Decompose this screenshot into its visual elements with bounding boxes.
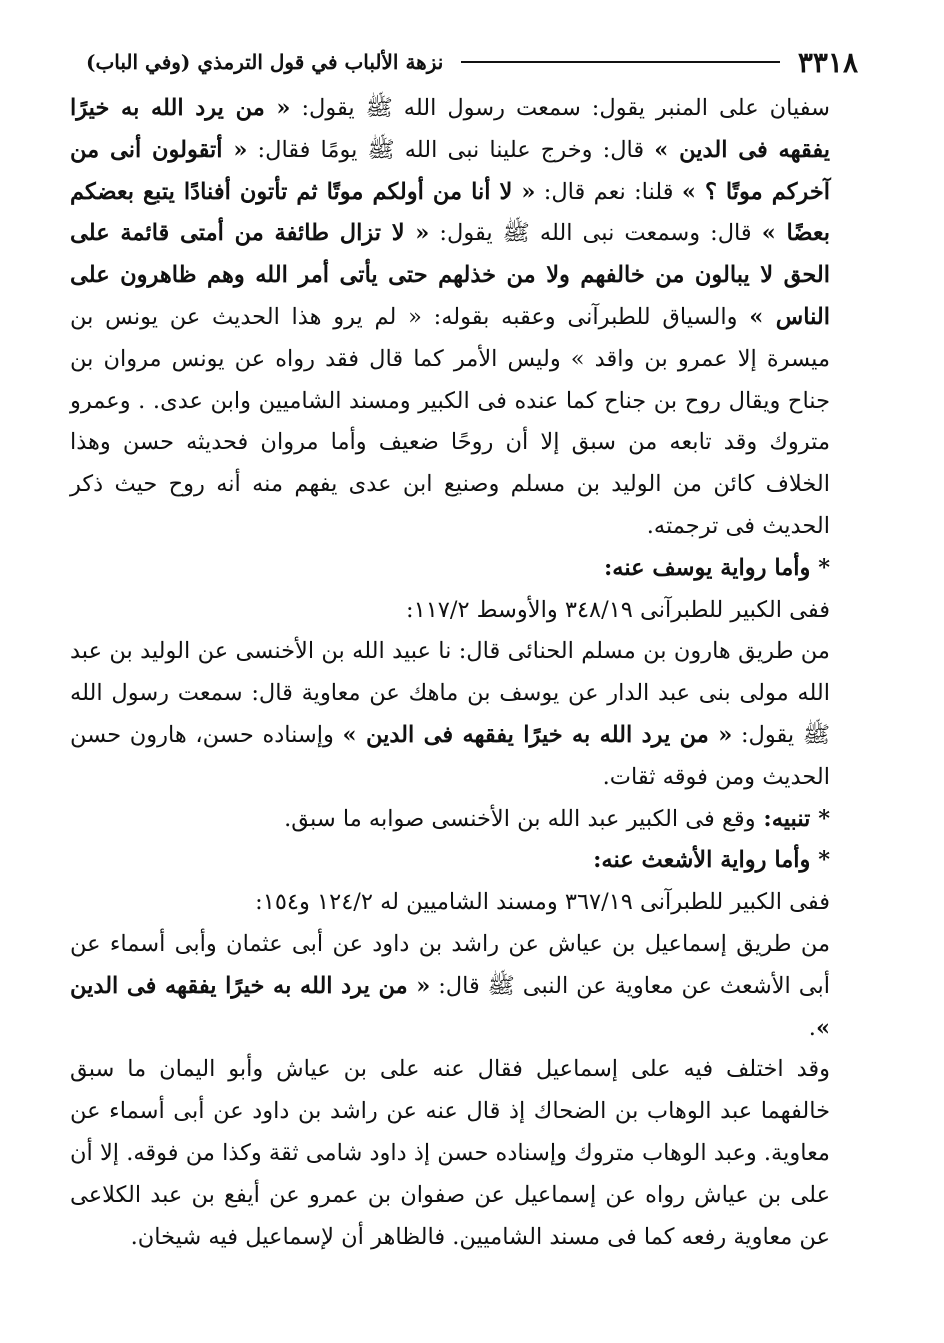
text-paragraph [70,924,860,1049]
header-rule [461,61,780,63]
emphasized-text: « من يرد الله به خيرًا يفقهه فى الدين » [342,721,733,748]
emphasized-text: « من يرد الله به خيرًا يفقهه فى الدين » [70,95,830,163]
text-segment: من طريق إسماعيل بن عياش عن راشد بن داود عن أبى عثمان وأبى أسماء عن أبى الأشعث عن معاوية عن النبى ﷺ قال: [70,930,830,999]
emphasized-text: « لا أنا من أولكم موتًا ثم تأتون أفنادًا يتبع بعضكم بعضًا » [70,178,830,247]
section-heading [70,548,860,590]
text-segment: . [808,1014,816,1041]
emphasized-text: « من يرد الله به خيرًا يفقهه فى الدين » [70,972,830,1041]
emphasized-text: * وأما رواية يوسف عنه: [603,554,830,581]
text-segment: وإسناده حسن، هارون حسن الحديث ومن فوقه ثقات. [70,721,830,790]
text-segment: والسياق للطبرآنى وعقبه بقوله: « لم يرو هذا الحديث عن يونس بن ميسرة إلا عمرو بن واقد » وليس الأمر كما قال فقد رواه عن يونس مروان بن جناح ويقال روح بن جناح كما عنده فى الكبير ومسند الشاميين وابن عدى. . وعمرو متروك وقد تابعه من سبق إلا أن روحًا ضعيف وأما مروان فحديثه حسن وهذا الخلاف كائن من الوليد بن مسلم وصنيع ابن عدى يفهم منه أنه روح حيث ذكر الحديث فى ترجمته. [70,303,830,539]
reference-line [70,799,860,841]
emphasized-text: * وأما رواية الأشعث عنه: [593,847,830,874]
emphasized-text: « لا تزال طائفة من أمتى قائمة على الحق لا يبالون من خالفهم ولا من خذلهم حتى يأتى أمر الله وهم ظاهرون على الناس » [70,220,830,330]
section-heading [70,840,860,882]
running-title: نزهة الألباب في قول الترمذي (وفي الباب) [86,50,444,74]
emphasized-text: « أتقولون أنى من آخركم موتًا ؟ » [70,136,830,205]
text-paragraph [70,631,860,798]
text-segment: من طريق هارون بن مسلم الحنائى قال: نا عبيد الله بن الأخنسى عن الوليد بن عبد الله مولى بنى عبد الدار عن يوسف بن ماهك عن معاوية قال: سمعت رسول الله ﷺ يقول: [70,638,830,748]
text-segment: ففى الكبير للطبرآنى ٣٤٨/١٩ والأوسط ١١٧/٢: [406,596,830,623]
text-paragraph [70,88,860,548]
text-segment: وقع فى الكبير عبد الله بن الأخنسى صوابه ما سبق. [284,805,756,832]
page-header [86,38,858,86]
text-segment: قال: وخرج علينا نبى الله ﷺ يومًا فقال: [247,136,655,163]
text-segment: وقد اختلف فيه على إسماعيل فقال عنه على بن عياش وأبو اليمان ما سبق خالفهما عبد الوهاب بن الضحاك إذ قال عنه عن راشد بن داود عن أبى أسماء عن معاوية. وعبد الوهاب متروك وإسناده حسن إذ داود شامى ثقة وكذا من فوقه. إلا أن على بن عياش رواه عن إسماعيل عن صفوان بن عمرو عن أيفع بن عبد الكلاعى عن معاوية رفعه كما فى مسند الشاميين. فالظاهر أن لإسماعيل فيه شيخان. [70,1056,830,1250]
main-text [70,88,860,1258]
text-paragraph [70,1049,860,1258]
text-segment: قلنا: نعم قال: [535,178,682,205]
emphasized-text: * تنبيه: [755,805,830,832]
reference-line [70,882,860,924]
text-segment: ففى الكبير للطبرآنى ٣٦٧/١٩ ومسند الشاميين له ١٢٤/٢ و١٥٤: [255,889,830,916]
text-segment: سفيان على المنبر يقول: سمعت رسول الله ﷺ يقول: [290,95,830,121]
reference-line [70,590,860,632]
page-number: ٣٣١٨ [797,45,858,79]
text-segment: قال: وسمعت نبى الله ﷺ يقول: [429,220,762,247]
